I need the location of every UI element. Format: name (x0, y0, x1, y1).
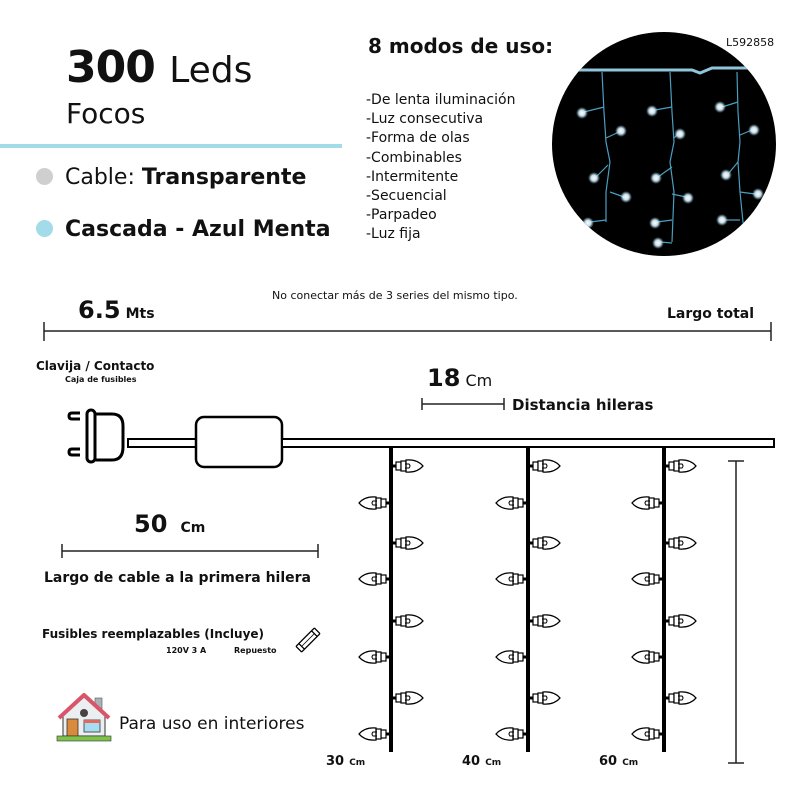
strand-length-2: 40 Cm (462, 754, 502, 769)
strand-length-1: 30 Cm (326, 754, 366, 769)
modes-title: 8 modos de uso: (368, 34, 554, 58)
fuses-rating: 120V 3 A (166, 646, 207, 655)
series-warning: No conectar más de 3 series del mismo tipo. (272, 289, 518, 302)
mode-item: -Luz fija (366, 226, 421, 243)
led-unit: Leds (169, 50, 253, 91)
product-subtitle: Focos (66, 97, 146, 130)
plug-label: Clavija / Contacto (36, 359, 155, 373)
row-distance-dimension (422, 398, 504, 410)
fuses-spare-label: Repuesto (234, 646, 277, 655)
style-value: Cascada - Azul Menta (65, 217, 331, 242)
row-distance-label: Distancia hileras (512, 396, 654, 414)
total-length-dimension (44, 322, 771, 341)
product-sku: L592858 (726, 36, 775, 49)
lead-cable-dimension (62, 544, 318, 558)
mode-item: -Combinables (366, 149, 462, 166)
fuse-icon (296, 628, 320, 652)
strand-length-3: 60 Cm (599, 754, 639, 769)
indoor-label: Para uso en interiores (119, 714, 305, 734)
house-icon (57, 695, 111, 741)
row-distance-value: 18 (427, 364, 461, 392)
mode-item: -Secuencial (366, 188, 447, 205)
fuse-box-icon (196, 417, 282, 467)
cable-label: Cable: (65, 165, 135, 190)
row-distance-unit: Cm (465, 371, 493, 390)
lead-cable-unit: Cm (180, 520, 206, 536)
lead-cable-value: 50 (134, 510, 168, 538)
mode-item: -Luz consecutiva (366, 111, 484, 128)
mode-item: -Parpadeo (366, 207, 437, 224)
fuse-box-label: Caja de fusibles (65, 375, 137, 384)
fuses-label: Fusibles reemplazables (Incluye) (42, 627, 265, 641)
cable-value: Transparente (141, 165, 307, 190)
strand-height-dimension (728, 461, 744, 763)
led-count: 300 (66, 42, 155, 93)
mode-item: -De lenta iluminación (366, 92, 516, 108)
mode-item: -Forma de olas (366, 130, 470, 147)
total-length-unit: Mts (125, 306, 155, 322)
plug-icon (69, 410, 123, 462)
main-cable (282, 439, 774, 447)
lead-cable-label: Largo de cable a la primera hilera (44, 570, 311, 586)
total-length-value: 6.5 (78, 296, 121, 324)
cable-segment (128, 439, 196, 447)
mode-item: -Intermitente (366, 168, 459, 185)
total-length-label: Largo total (667, 306, 755, 322)
